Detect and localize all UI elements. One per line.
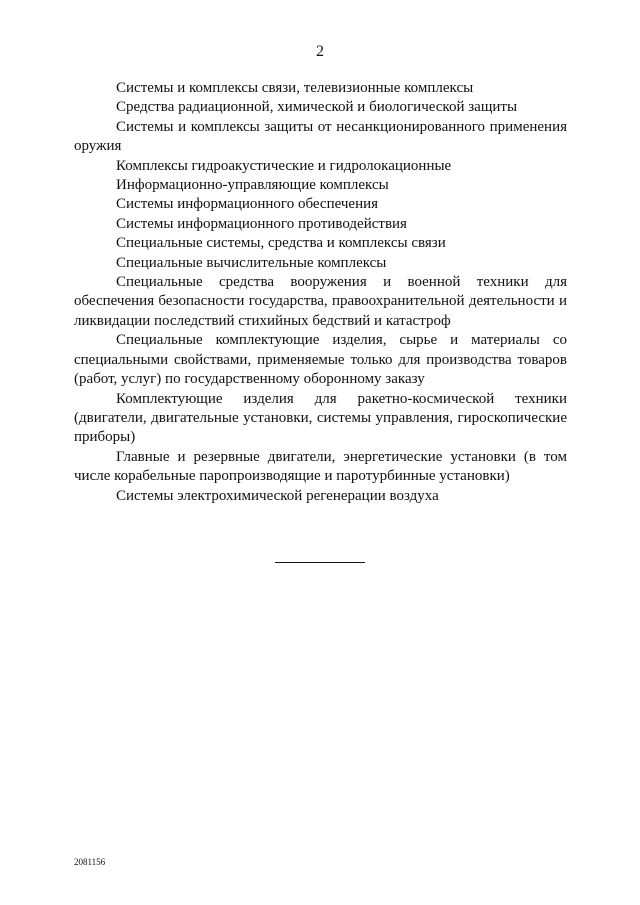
list-item: Средства радиационной, химической и биологической защиты — [116, 99, 518, 116]
list-item: Специальные системы, средства и комплексы связи — [116, 235, 446, 252]
list-item: Системы информационного противодействия — [116, 215, 407, 232]
document-body — [74, 79, 567, 506]
page-number: 2 — [316, 43, 324, 60]
list-item: Системы электрохимической регенерации воздуха — [116, 487, 439, 504]
list-item: Системы и комплексы защиты от несанкционированного применения оружия — [74, 118, 567, 155]
list-item: Главные и резервные двигатели, энергетические установки (в том числе корабельные паропроизводящие и паротурбинные установки) — [74, 448, 567, 485]
list-item: Системы и комплексы связи, телевизионные комплексы — [116, 80, 474, 96]
list-item: Комплектующие изделия для ракетно-космической техники (двигатели, двигательные установки, системы управления, гироскопические приборы) — [74, 390, 567, 446]
list-item: Информационно-управляющие комплексы — [116, 177, 389, 194]
list-item: Системы информационного обеспечения — [116, 196, 379, 213]
list-item: Специальные комплектующие изделия, сырье и материалы со специальными свойствами, применяемые только для производства товаров (работ, услуг) по государственному оборонному заказу — [74, 332, 567, 388]
document-code: 2081156 — [74, 857, 106, 867]
list-item: Специальные вычислительные комплексы — [116, 254, 387, 271]
end-divider — [275, 562, 365, 563]
list-item: Специальные средства вооружения и военной техники для обеспечения безопасности государства, правоохранительной деятельности и ликвидации последствий стихийных бедствий и катастроф — [74, 274, 567, 329]
list-item: Комплексы гидроакустические и гидролокационные — [116, 157, 452, 174]
